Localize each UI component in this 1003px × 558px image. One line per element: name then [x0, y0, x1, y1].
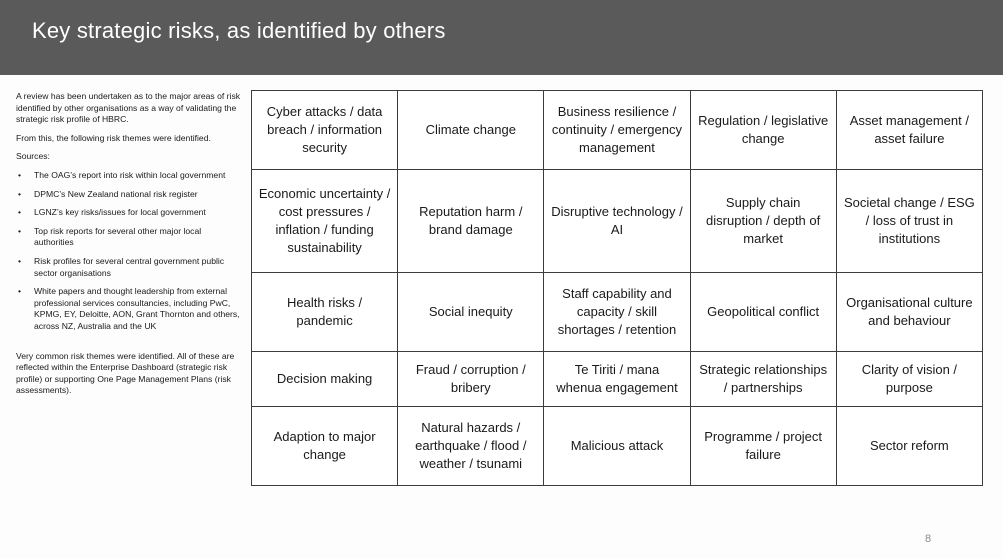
themes-intro-paragraph: From this, the following risk themes were identified.	[16, 132, 211, 143]
risk-cell: Staff capability and capacity / skill shortages / retention	[544, 273, 690, 352]
bullet-icon: •	[18, 207, 22, 218]
grid-row	[252, 406, 983, 485]
bullet-icon: •	[18, 225, 22, 236]
risk-cell: Geopolitical conflict	[690, 273, 836, 352]
risk-cell: Fraud / corruption / bribery	[398, 352, 544, 407]
sources-label: Sources:	[16, 151, 50, 162]
source-item	[16, 286, 242, 332]
page-number: 8	[925, 533, 932, 545]
source-item	[16, 170, 242, 182]
source-item	[16, 207, 242, 219]
risk-cell: Adaption to major change	[252, 406, 398, 485]
bullet-icon: •	[18, 169, 22, 180]
risk-cell: Societal change / ESG / loss of trust in institutions	[836, 170, 982, 273]
risk-cell: Economic uncertainty / cost pressures / inflation / funding sustainability	[252, 170, 398, 273]
risk-cell: Business resilience / continuity / emergency management	[544, 91, 690, 170]
risk-cell: Clarity of vision / purpose	[836, 352, 982, 407]
source-text: Top risk reports for several other major local authorities	[34, 225, 202, 248]
source-item	[16, 189, 242, 201]
risk-cell: Supply chain disruption / depth of market	[690, 170, 836, 273]
risk-cell: Organisational culture and behaviour	[836, 273, 982, 352]
risk-cell: Regulation / legislative change	[690, 91, 836, 170]
risk-cell: Programme / project failure	[690, 406, 836, 485]
intro-paragraph: A review has been undertaken as to the major areas of risk identified by other organisations as a way of validating the strategic risk profile of HBRC.	[16, 91, 241, 125]
risk-cell: Malicious attack	[544, 406, 690, 485]
risk-cell: Climate change	[398, 91, 544, 170]
risk-cell: Te Tiriti / mana whenua engagement	[544, 352, 690, 407]
bullet-icon: •	[18, 286, 22, 297]
risk-cell: Cyber attacks / data breach / information security	[252, 91, 398, 170]
sources-list	[16, 170, 242, 333]
source-text: Risk profiles for several central government public sector organisations	[34, 255, 225, 278]
risk-cell: Health risks / pandemic	[252, 273, 398, 352]
risk-cell: Decision making	[252, 352, 398, 407]
grid-row	[252, 352, 983, 407]
source-text: DPMC’s New Zealand national risk register	[34, 188, 198, 199]
source-text: LGNZ’s key risks/issues for local government	[34, 207, 206, 218]
grid-row	[252, 91, 983, 170]
risk-cell: Disruptive technology / AI	[544, 170, 690, 273]
bullet-icon: •	[18, 188, 22, 199]
risk-cell: Natural hazards / earthquake / flood / weather / tsunami	[398, 406, 544, 485]
risk-cell: Reputation harm / brand damage	[398, 170, 544, 273]
grid-row	[252, 170, 983, 273]
source-text: The OAG’s report into risk within local government	[34, 169, 226, 180]
source-text: White papers and thought leadership from external professional services consultancies, including PwC, KPMG, EY, Deloitte, AON, Grant Thornton and others, across NZ, Australia and the UK	[34, 286, 240, 331]
bullet-icon: •	[18, 255, 22, 266]
source-item	[16, 226, 242, 249]
risk-cell: Social inequity	[398, 273, 544, 352]
conclusion-paragraph: Very common risk themes were identified. All of these are reflected within the Enterprise Dashboard (strategic risk profile) or supporting One Page Management Plans (risk assessments).	[16, 350, 235, 396]
risk-themes-grid	[251, 90, 983, 486]
grid-row	[252, 273, 983, 352]
title-bar	[0, 0, 1003, 75]
slide-title: Key strategic risks, as identified by others	[32, 18, 446, 43]
risk-cell: Strategic relationships / partnerships	[690, 352, 836, 407]
risk-cell: Sector reform	[836, 406, 982, 485]
source-item	[16, 256, 242, 279]
risk-cell: Asset management / asset failure	[836, 91, 982, 170]
sidebar-notes	[16, 91, 242, 404]
